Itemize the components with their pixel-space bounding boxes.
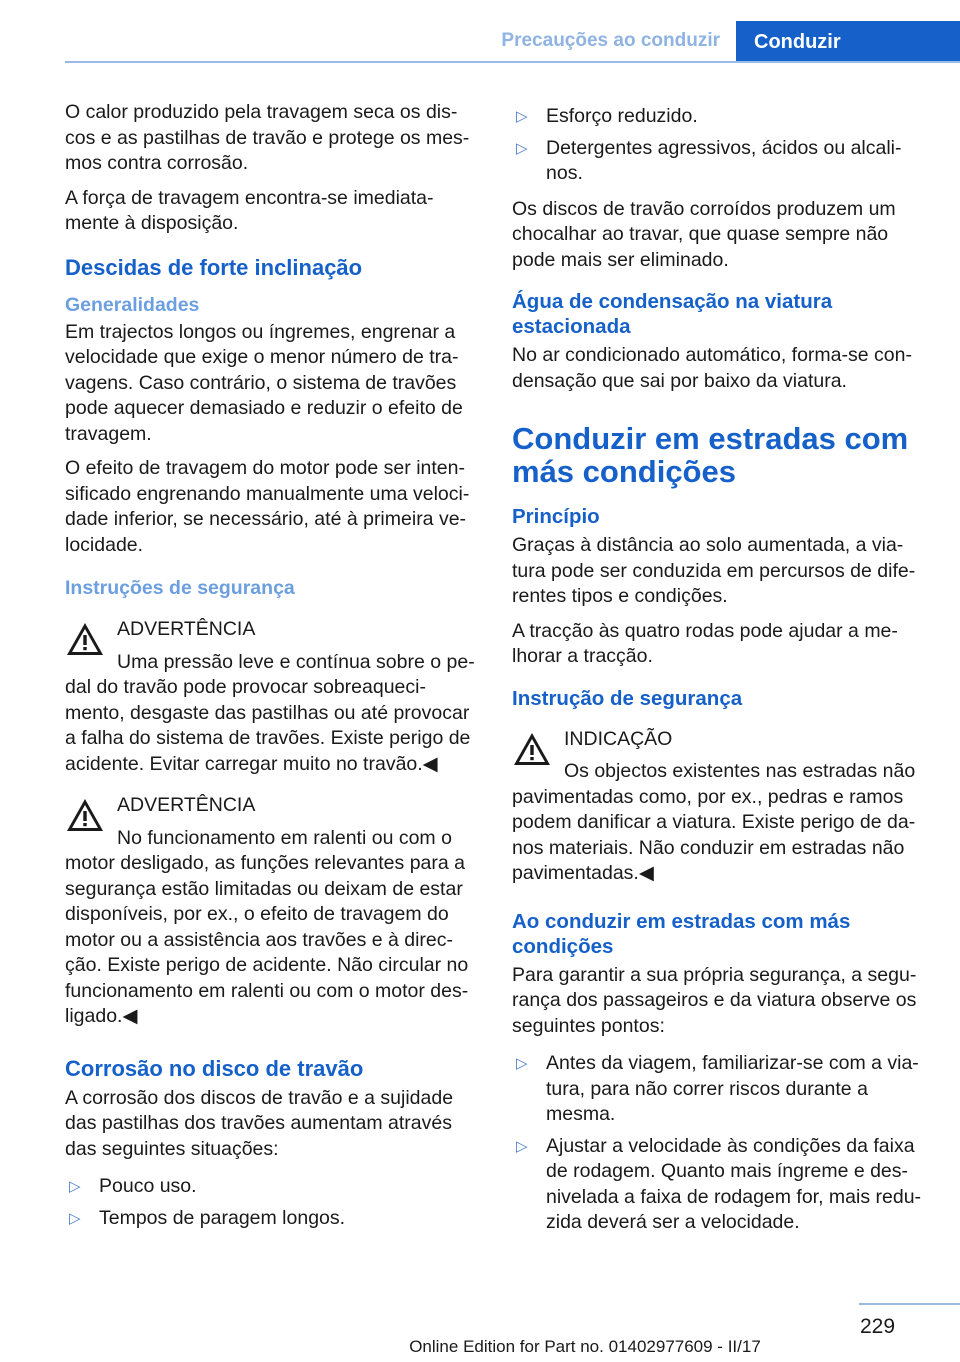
warning-box — [65, 617, 477, 777]
warning-text-first-line: Uma pressão leve e contínua sobre o pe- — [117, 650, 475, 673]
warning-text-rest: dal do travão pode provocar sobreaqueci-mento, desgaste das pastilhas ou até provocar a falha do sistema de travões. Existe perigo de acidente. Evitar carregar muito no travão.◀ — [65, 676, 471, 775]
chapter-tab: Conduzir — [736, 21, 960, 62]
heading-descidas: Descidas de forte inclinação — [65, 254, 363, 280]
heading-instrucao: Instrução de segurança — [512, 686, 743, 710]
heading-principio: Princípio — [512, 505, 600, 528]
warning-text — [65, 826, 477, 1030]
list-item — [512, 104, 926, 130]
heading-agua: Água de condensação na viatura estacionada — [512, 290, 833, 338]
list-item-text: Ajustar a velocidade às condições da faixa de rodagem. Quanto mais íngreme e des-nivelada a faixa de rodagem for, mais redu-zida deverá ser a velocidade. — [546, 1134, 922, 1233]
heading-ao-conduzir: Ao conduzir em estradas com más condições — [512, 909, 851, 958]
warning-box — [65, 793, 477, 1030]
warning-triangle-icon — [512, 731, 552, 767]
bullet-triangle-icon: ▷ — [69, 1209, 81, 1227]
warning-label: ADVERTÊNCIA — [117, 618, 256, 640]
list-item-text: Pouco uso. — [99, 1175, 197, 1197]
bullet-triangle-icon: ▷ — [69, 1178, 81, 1195]
section-title: Precauções ao conduzir — [501, 30, 720, 51]
list-item-text: Detergentes agressivos, ácidos ou alcali-nos. — [546, 136, 902, 184]
paragraph: O efeito de travagem do motor pode ser inten-sificado engrenando manualmente uma veloci-dade inferior, se necessário, até à primeira ve-locidade. — [65, 457, 470, 556]
paragraph: No ar condicionado automático, forma-se con-densação que sai por baixo da viatura. — [512, 344, 912, 392]
bullet-triangle-icon: ▷ — [516, 139, 528, 157]
note-box — [512, 727, 926, 887]
list-item — [512, 1051, 926, 1128]
list-item — [65, 1206, 477, 1232]
note-text-rest: pavimentadas como, por ex., pedras e ramos podem danificar a viatura. Existe perigo de da-nos materiais. Não conduzir em estradas não pavimentadas.◀ — [512, 785, 916, 884]
list-item — [65, 1174, 477, 1200]
list-item-text: Esforço reduzido. — [546, 105, 698, 127]
note-label: INDICAÇÃO — [564, 727, 673, 750]
paragraph: Para garantir a sua própria segurança, a segu-rança dos passageiros e da viatura observe os seguintes pontos: — [512, 963, 917, 1037]
paragraph: A corrosão dos discos de travão e a sujidade das pastilhas dos travões aumentam através das seguintes situações: — [65, 1086, 454, 1160]
warning-triangle-icon — [65, 797, 105, 833]
bullet-list — [512, 1051, 926, 1236]
list-item — [512, 136, 926, 187]
bullet-triangle-icon: ▷ — [516, 1137, 528, 1155]
page-number: 229 — [860, 1315, 896, 1338]
bullet-list — [65, 1174, 477, 1231]
subheading-generalidades: Generalidades — [65, 293, 200, 316]
header-rule — [65, 61, 960, 63]
left-column — [65, 100, 477, 1241]
footer-edition: Online Edition for Part no. 01402977609 - II/17 — [409, 1337, 761, 1356]
warning-text — [65, 650, 477, 778]
list-item — [512, 1134, 926, 1236]
paragraph: O calor produzido pela travagem seca os dis-cos e as pastilhas de travão e protege os mes-mos contra corrosão. — [65, 101, 470, 174]
paragraph: A força de travagem encontra-se imediata-mente à disposição. — [65, 186, 434, 234]
bullet-triangle-icon: ▷ — [516, 1055, 528, 1072]
paragraph: A tracção às quatro rodas pode ajudar a me-lhorar a tracção. — [512, 619, 898, 667]
page-header — [0, 0, 960, 62]
list-item-text: Tempos de paragem longos. — [99, 1206, 346, 1229]
warning-text-rest: motor desligado, as funções relevantes para a segurança estão limitadas ou deixam de estar disponíveis, por ex., o efeito de travagem do motor ou a assistência aos travões e à direc-ção. Existe perigo de acidente. Não circular no funcionamento em ralenti ou com o motor des-ligado.◀ — [65, 852, 469, 1027]
heading-corrosao: Corrosão no disco de travão — [65, 1055, 364, 1081]
paragraph: Em trajectos longos ou íngremes, engrenar a velocidade que exige o menor número de tra-vagens. Caso contrário, o sistema de travões pode aquecer demasiado e reduzir o efeito de travagem. — [65, 320, 463, 445]
warning-triangle-icon — [65, 621, 105, 657]
paragraph: Os discos de travão corroídos produzem um chocalhar ao travar, que quase sempre não pode mais ser eliminado. — [512, 197, 896, 271]
warning-label: ADVERTÊNCIA — [117, 794, 256, 816]
warning-text-first-line: No funcionamento em ralenti ou com o — [117, 826, 452, 849]
heading-conduzir-estradas: Conduzir em estradas com más condições — [512, 421, 909, 489]
paragraph: Graças à distância ao solo aumentada, a via-tura pode ser conduzida em percursos de dife-rentes tipos e condições. — [512, 534, 916, 607]
note-text-first-line: Os objectos existentes nas estradas não — [564, 760, 916, 782]
subheading-instrucoes: Instruções de segurança — [65, 577, 295, 599]
bullet-list — [512, 104, 926, 187]
footer-rule — [859, 1303, 960, 1305]
bullet-triangle-icon: ▷ — [516, 108, 528, 125]
list-item-text: Antes da viagem, familiarizar-se com a via-tura, para não correr riscos durante a mesma. — [546, 1052, 919, 1125]
note-text — [512, 759, 926, 887]
right-column — [512, 100, 926, 1246]
